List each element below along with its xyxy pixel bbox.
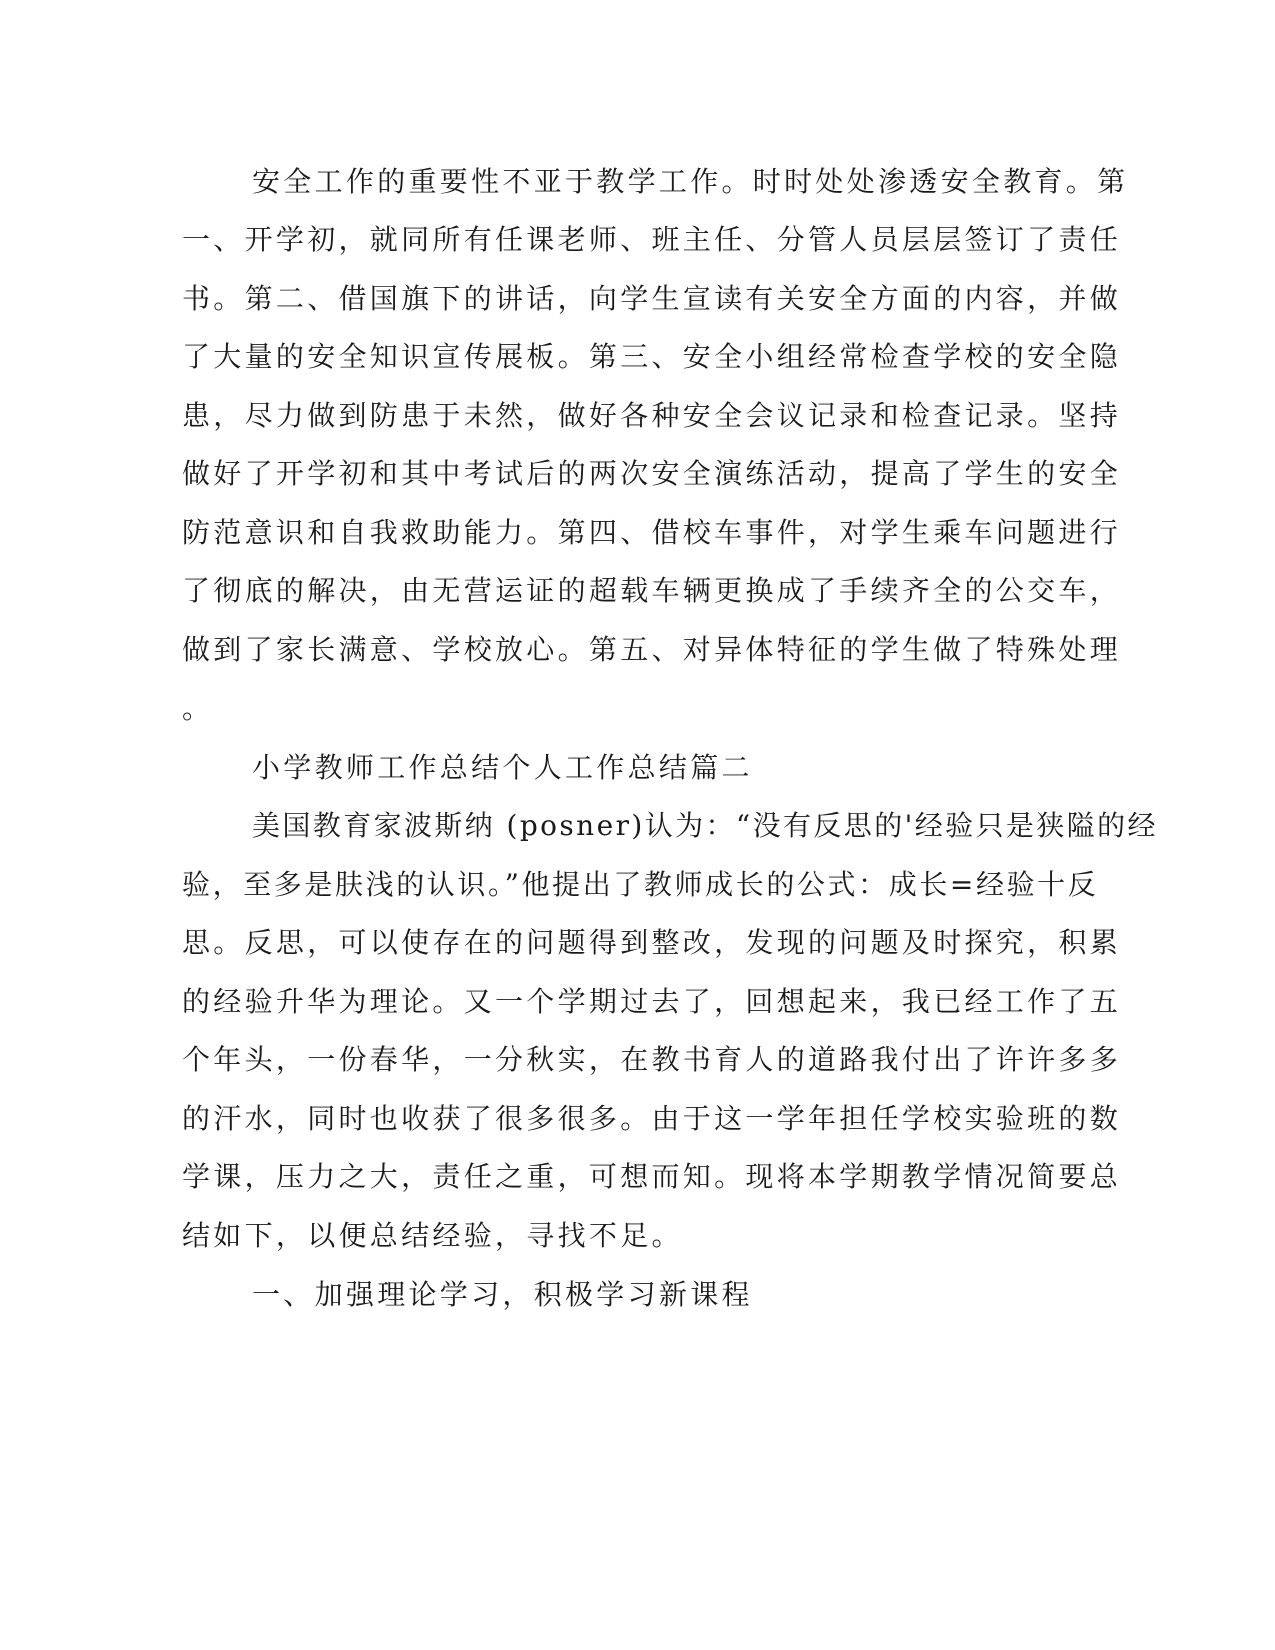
paragraph-line: 美国教育家波斯纳 (posner)认为：“没有反思的'经验只是狭隘的经 <box>252 809 1158 842</box>
paragraph-line: 安全工作的重要性不亚于教学工作。时时处处渗透安全教育。第 <box>252 165 1129 198</box>
section-heading: 一、加强理论学习，积极学习新课程 <box>252 1278 753 1311</box>
paragraph-line: 防范意识和自我救助能力。第四、借校车事件，对学生乘车问题进行 <box>182 516 1122 549</box>
paragraph-line: 了大量的安全知识宣传展板。第三、安全小组经常检查学校的安全隐 <box>182 340 1122 373</box>
paragraph-line: 做到了家长满意、学校放心。第五、对异体特征的学生做了特殊处理 <box>182 633 1122 666</box>
paragraph-line: 一、开学初，就同所有任课老师、班主任、分管人员层层签订了责任 <box>182 223 1122 256</box>
paragraph-line: 书。第二、借国旗下的讲话，向学生宣读有关安全方面的内容，并做 <box>182 282 1122 315</box>
paragraph-line: 结如下，以便总结经验，寻找不足。 <box>182 1219 683 1252</box>
section-heading: 小学教师工作总结个人工作总结篇二 <box>252 751 753 784</box>
paragraph-line: 学课，压力之大，责任之重，可想而知。现将本学期教学情况简要总 <box>182 1160 1122 1193</box>
paragraph-line: 的汗水，同时也收获了很多很多。由于这一学年担任学校实验班的数 <box>182 1102 1122 1135</box>
paragraph-line: 。 <box>182 692 214 725</box>
paragraph-line: 患，尽力做到防患于未然，做好各种安全会议记录和检查记录。坚持 <box>182 399 1122 432</box>
paragraph-line: 的经验升华为理论。又一个学期过去了，回想起来，我已经工作了五 <box>182 985 1122 1018</box>
paragraph-line: 做好了开学初和其中考试后的两次安全演练活动，提高了学生的安全 <box>182 457 1122 490</box>
paragraph-line: 了彻底的解决，由无营运证的超载车辆更换成了手续齐全的公交车， <box>182 574 1122 607</box>
paragraph-line: 思。反思，可以使存在的问题得到整改，发现的问题及时探究，积累 <box>182 926 1122 959</box>
paragraph-line: 个年头，一份春华，一分秋实，在教书育人的道路我付出了许许多多 <box>182 1043 1122 1076</box>
paragraph-line: 验，至多是肤浅的认识。”他提出了教师成长的公式：成长=经验十反 <box>182 868 1099 901</box>
